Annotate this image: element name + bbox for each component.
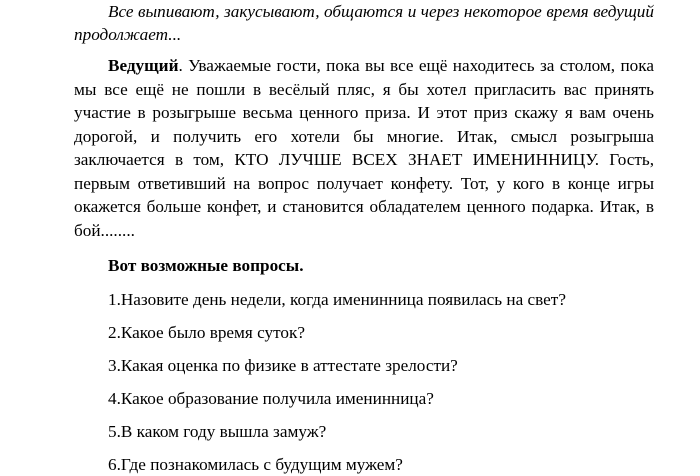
questions-heading: Вот возможные вопросы. bbox=[108, 256, 304, 275]
question-item: 5.В каком году вышла замуж? bbox=[108, 422, 327, 441]
speaker-label: Ведущий bbox=[108, 56, 179, 75]
question-item: 3.Какая оценка по физике в аттестате зрелости? bbox=[108, 356, 458, 375]
question-item: 2.Какое было время суток? bbox=[108, 323, 305, 342]
host-speech-paragraph bbox=[74, 54, 654, 242]
questions-list bbox=[74, 277, 654, 476]
document-page bbox=[74, 0, 654, 476]
question-item: 1.Назовите день недели, когда именинница появилась на свет? bbox=[108, 290, 566, 309]
question-item: 4.Какое образование получила именинница? bbox=[108, 389, 434, 408]
question-item: 6.Где познакомилась с будущим мужем? bbox=[108, 455, 403, 474]
intro-italic-line: Все выпивают, закусывают, общаются и через некоторое время ведущий продолжает... bbox=[74, 2, 654, 44]
speech-text: . Уважаемые гости, пока вы все ещё находитесь за столом, пока мы все ещё не пошли в весёлый пляс, я бы хотел пригласить вас принять участие в розыгрыше весьма ценного приза. И этот приз скажу я вам очень дорогой, и получить его хотели бы многие. Итак, смысл розыгрыша заключается в том, КТО ЛУЧШЕ ВСЕХ ЗНАЕТ ИМЕНИННИЦУ. Гость, первым ответивший на вопрос получает конфету. Тот, у кого в конце игры окажется больше конфет, и становится обладателем ценного подарка. Итак, в бой........ bbox=[74, 56, 654, 240]
